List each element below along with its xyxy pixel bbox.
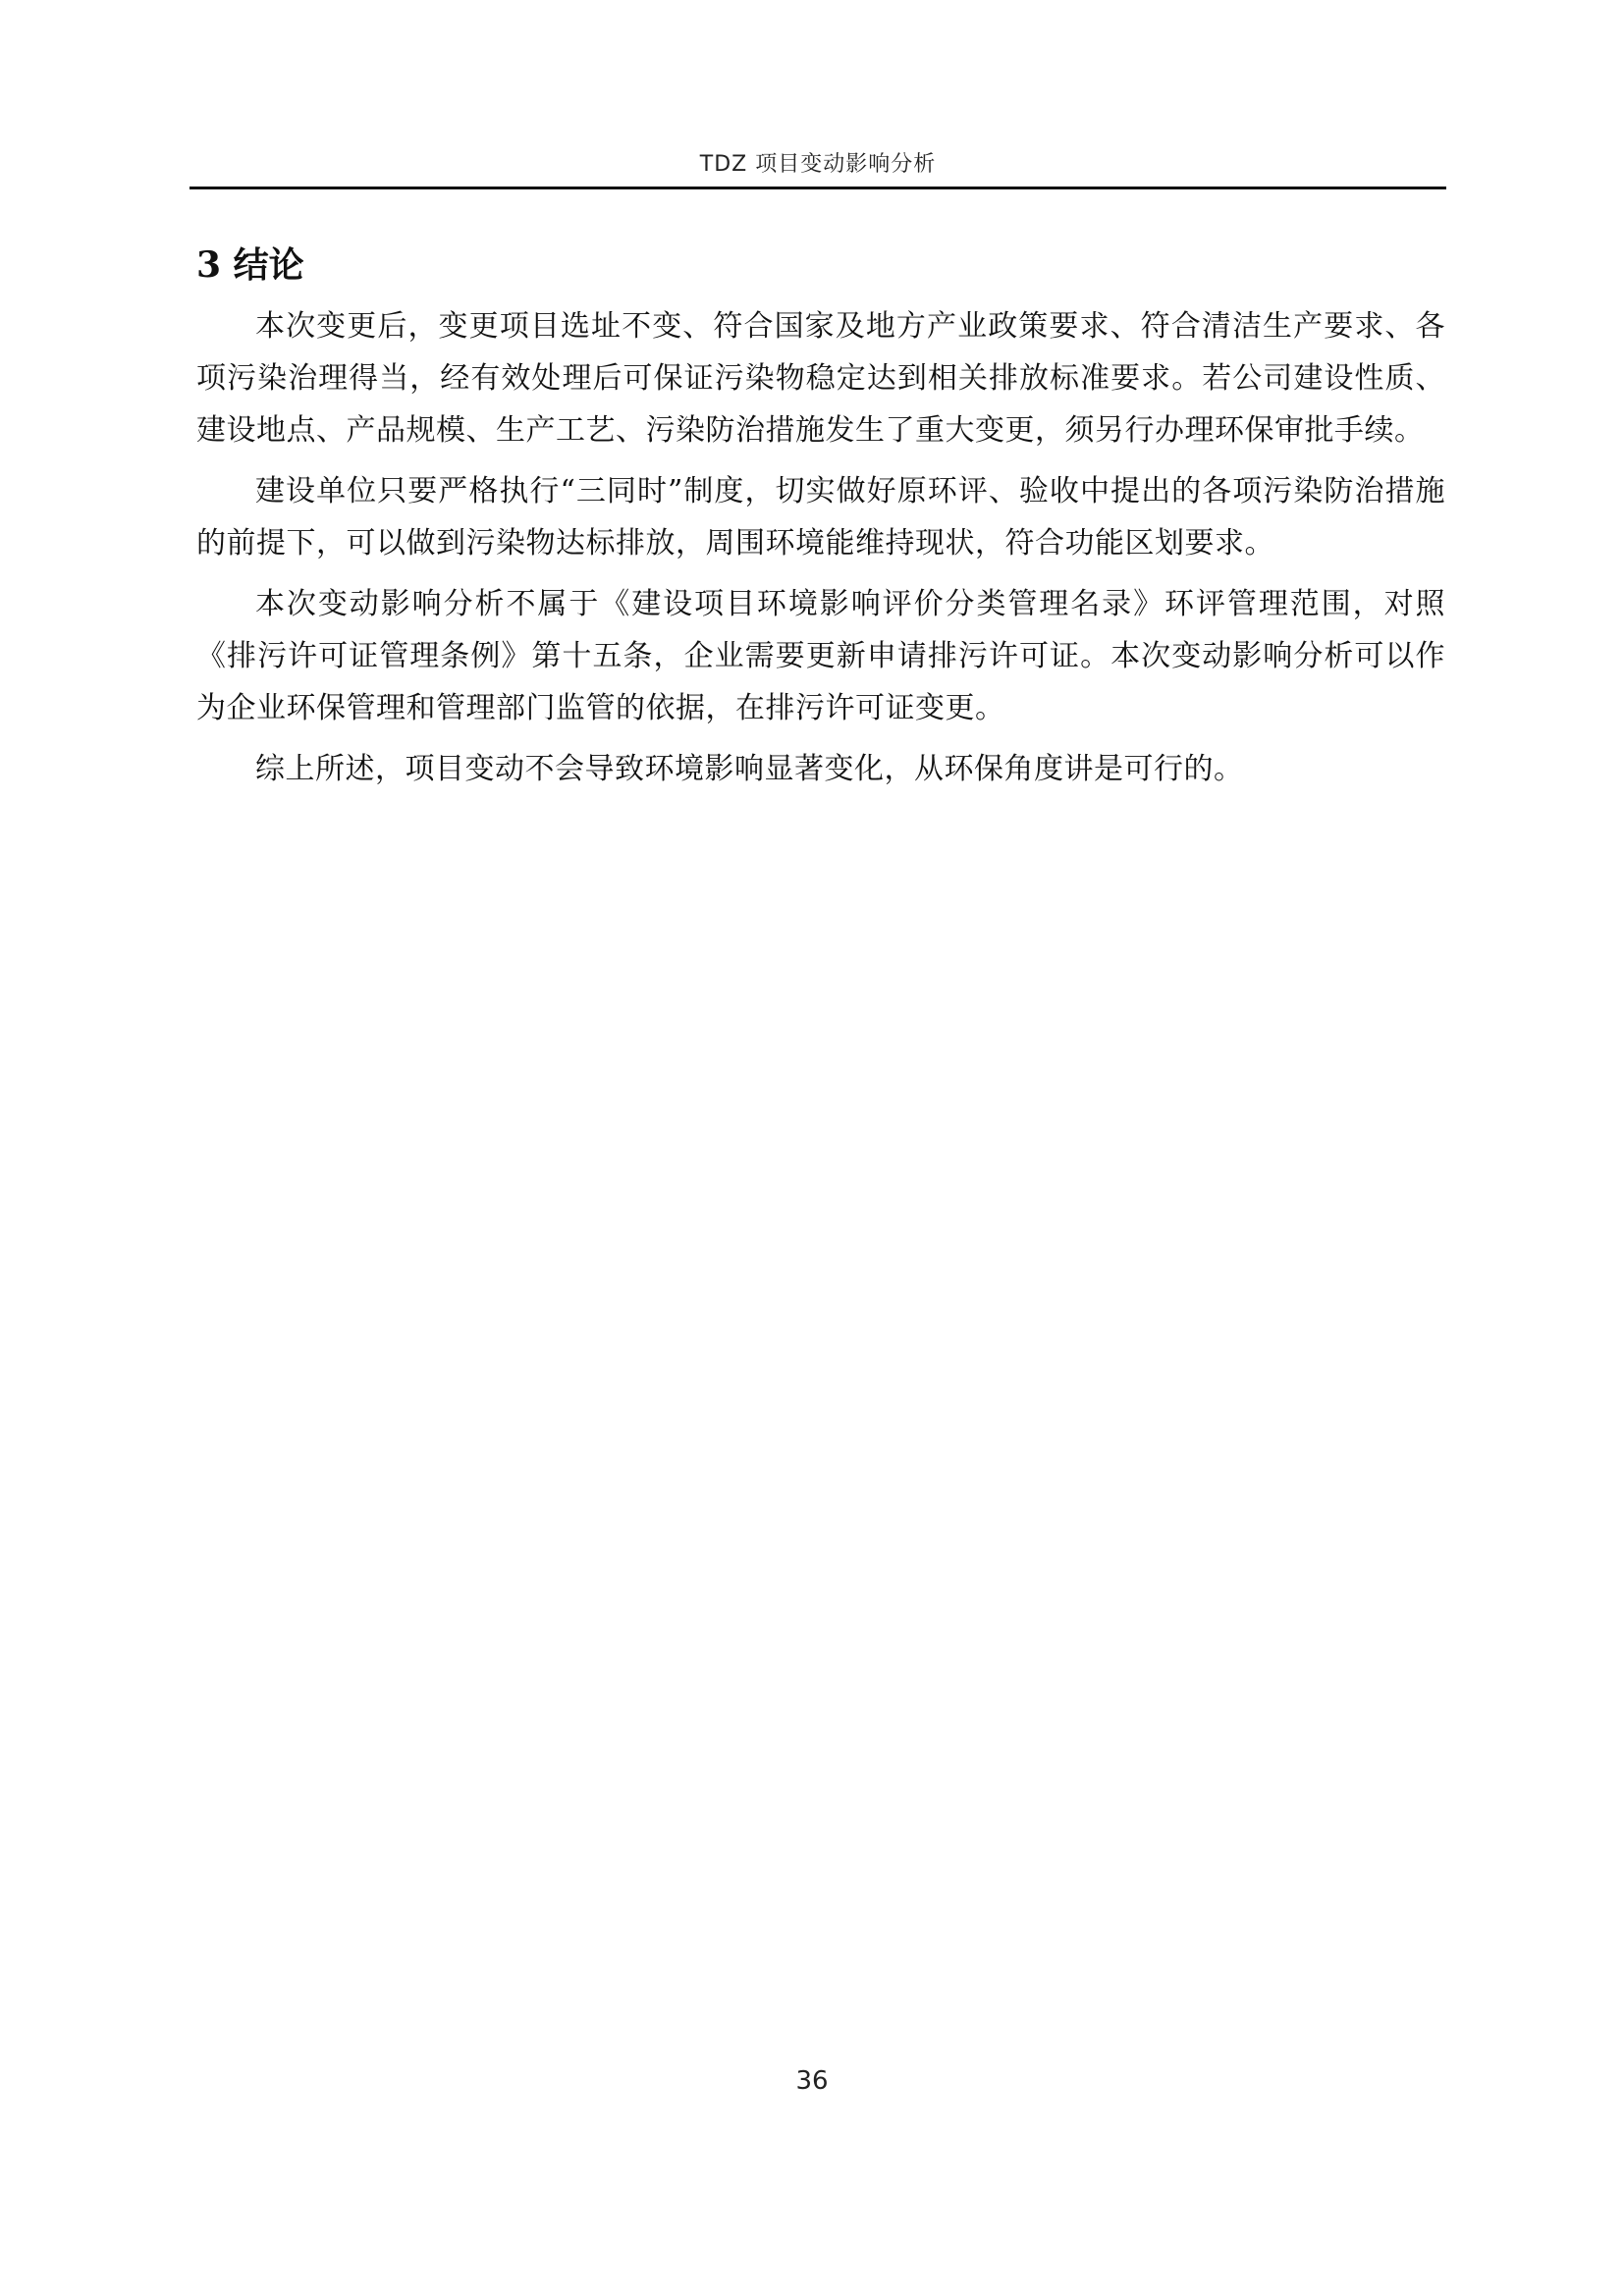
paragraph-3: 本次变动影响分析不属于《建设项目环境影响评价分类管理名录》环评管理范围，对照《排污许可证管理条例》第十五条，企业需要更新申请排污许可证。本次变动影响分析可以作为企业环保管理和管理部门监管的依据，在排污许可证变更。 [196, 587, 1445, 725]
paragraph-1: 本次变更后，变更项目选址不变、符合国家及地方产业政策要求、符合清洁生产要求、各项污染治理得当，经有效处理后可保证污染物稳定达到相关排放标准要求。若公司建设性质、建设地点、产品规模、生产工艺、污染防治措施发生了重大变更，须另行办理环保审批手续。 [196, 309, 1445, 448]
paragraph-4: 综上所述，项目变动不会导致环境影响显著变化，从环保角度讲是可行的。 [255, 752, 1244, 786]
section-title: 3 结论 [196, 244, 304, 286]
paragraph-2: 建设单位只要严格执行“三同时”制度，切实做好原环评、验收中提出的各项污染防治措施的前提下，可以做到污染物达标排放，周围环境能维持现状，符合功能区划要求。 [196, 474, 1445, 561]
page-header-title: TDZ 项目变动影响分析 [699, 152, 937, 177]
page-number: 36 [795, 2066, 829, 2096]
section-body [196, 300, 1445, 804]
header-divider [189, 187, 1446, 189]
